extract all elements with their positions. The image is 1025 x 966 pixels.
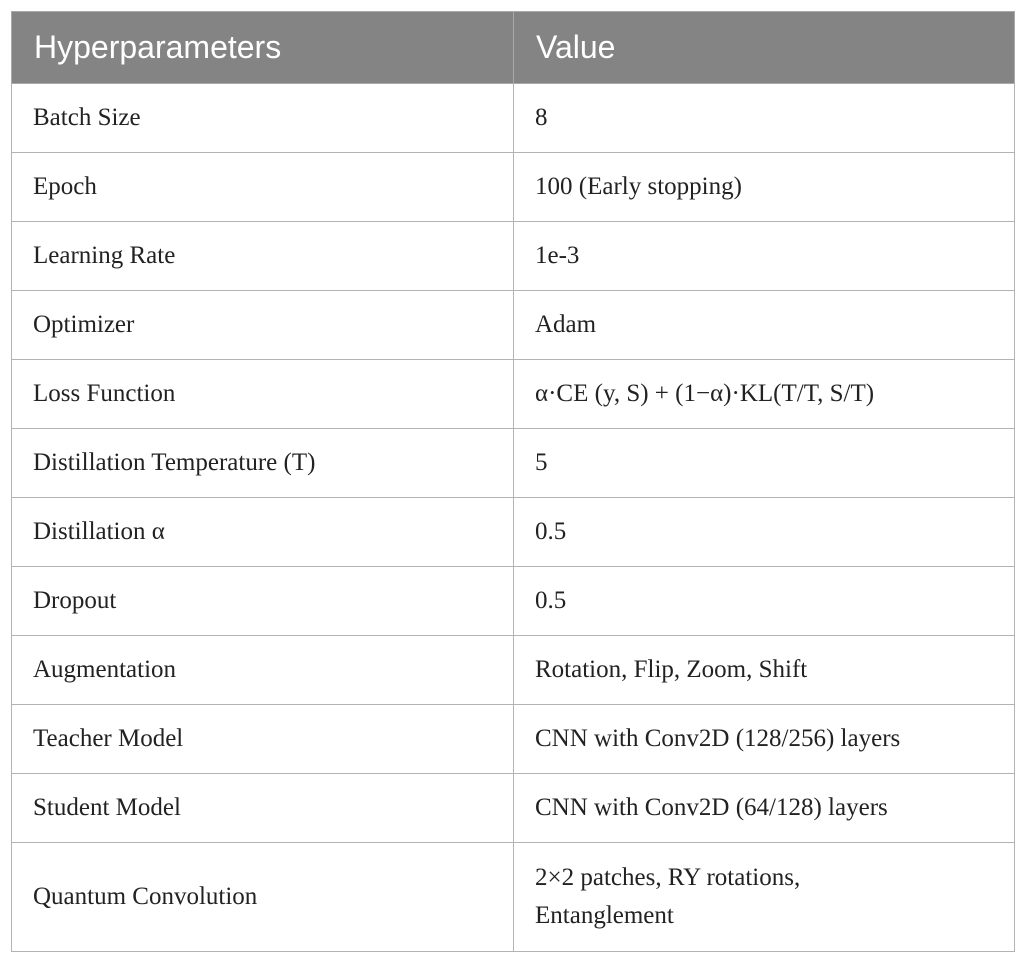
value-line: Entanglement [535,902,674,929]
table-row [12,222,1015,291]
param-cell: Distillation Temperature (T) [12,429,514,498]
param-cell: Augmentation [12,636,514,705]
param-cell: Loss Function [12,360,514,429]
value-cell: 1e-3 [514,222,1015,291]
table-row [12,774,1015,843]
param-cell: Dropout [12,567,514,636]
param-cell: Quantum Convolution [12,843,514,952]
table-row [12,498,1015,567]
table-row [12,636,1015,705]
table-header-row [12,12,1015,84]
table-row [12,705,1015,774]
value-cell: CNN with Conv2D (64/128) layers [514,774,1015,843]
value-cell: α·CE (y, S) + (1−α)·KL(T/T, S/T) [514,360,1015,429]
value-cell: 0.5 [514,498,1015,567]
value-cell: CNN with Conv2D (128/256) layers [514,705,1015,774]
param-cell: Batch Size [12,84,514,153]
value-cell [514,843,1015,952]
table-row [12,843,1015,952]
param-cell: Teacher Model [12,705,514,774]
value-cell: 0.5 [514,567,1015,636]
table-row [12,153,1015,222]
param-cell: Optimizer [12,291,514,360]
value-cell: Rotation, Flip, Zoom, Shift [514,636,1015,705]
value-cell: 100 (Early stopping) [514,153,1015,222]
param-cell: Distillation α [12,498,514,567]
hyperparameters-table [11,11,1015,952]
value-cell: 5 [514,429,1015,498]
param-cell: Learning Rate [12,222,514,291]
param-cell: Epoch [12,153,514,222]
table-row [12,360,1015,429]
value-cell: 8 [514,84,1015,153]
table-row [12,84,1015,153]
column-header-value: Value [514,12,1015,84]
value-cell: Adam [514,291,1015,360]
table-row [12,291,1015,360]
table-row [12,429,1015,498]
table-row [12,567,1015,636]
value-line: 2×2 patches, RY rotations, [535,864,801,891]
column-header-hyperparameters: Hyperparameters [12,12,514,84]
param-cell: Student Model [12,774,514,843]
